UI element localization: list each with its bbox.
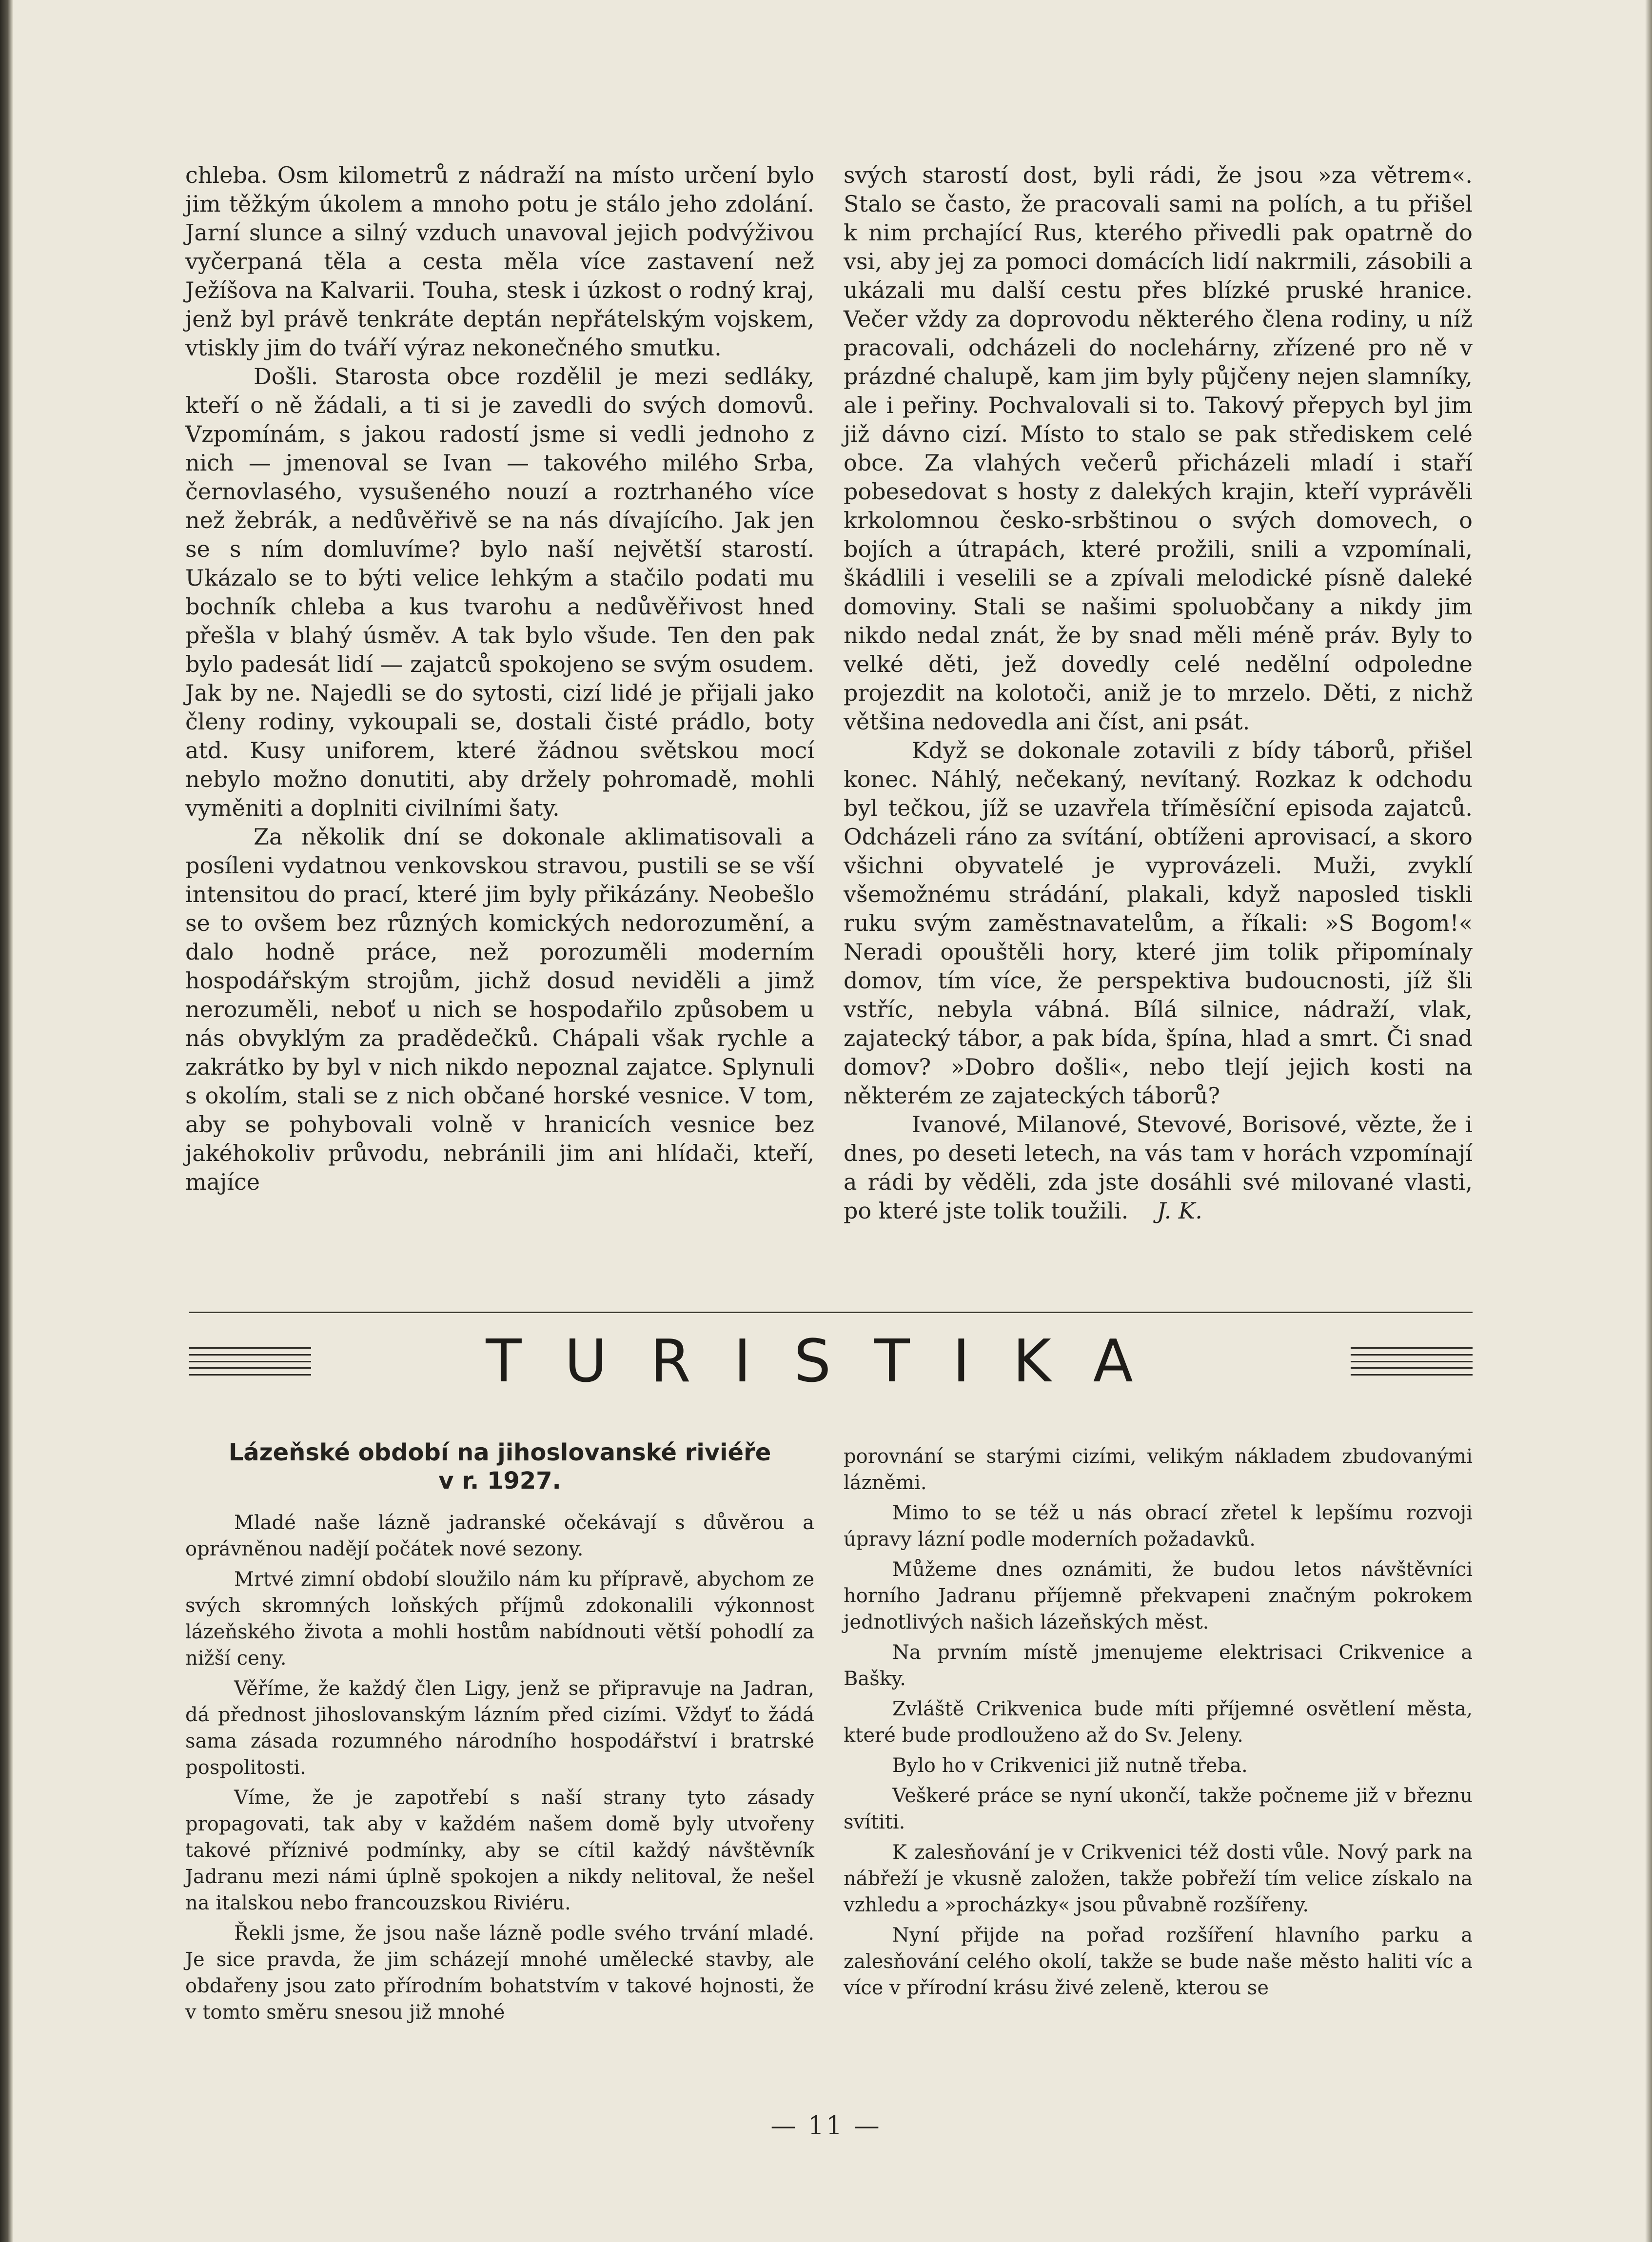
author-signature: J. K. (1157, 1198, 1202, 1224)
story-paragraph: chleba. Osm kilometrů z nádraží na místo určení bylo jim těžkým úkolem a mnoho potu je stálo jeho zdolání. Jarní slunce a silný vzduch unavoval jejich podvýživou vyčerpaná těla a cesta měla více zastavení než Ježíšova na Kalvarii. Touha, stesk i úzkost o rodný kraj, jenž byl právě tenkráte deptán nepřátelským vojskem, vtiskly jim do tváří výraz nekonečného smutku. (185, 162, 814, 361)
story-paragraph: svých starostí dost, byli rádi, že jsou »za větrem«. Stalo se často, že pracovali sami na polích, a tu přišel k nim prchající Rus, kterého přivedli pak opatrně do vsi, aby jej za pomoci domácích lidí nakrmili, zásobili a ukázali mu další cestu přes blízké pruské hranice. Večer vždy za doprovodu některého člena rodiny, u níž pracovali, odcházeli do noclehárny, zřízené pro ně v prázdné chalupě, kam jim byly půjčeny nejen slamníky, ale i peřiny. Pochvalovali si to. Takový přepych byl jim již dávno cizí. Místo to stalo se pak střediskem celé obce. Za vlahých večerů přicházeli mladí i staří pobesedovat s hosty z dalekých krajin, kteří vyprávěli krkolomnou česko-srbštinou o svých domovech, o bojích a útrapách, které prožili, snili a vzpomínali, škádlili i veselili se a zpívali melodické písně daleké domoviny. Stali se našimi spoluobčany a nikdy jim nikdo nedal znát, že by snad měli méně práv. Byly to velké děti, jež dovedly celé nedělní odpoledne projezdit na kolotoči, aniž je to mrzelo. Děti, z nichž většina nedovedla ani číst, ani psát. (844, 162, 1473, 735)
story-paragraph-final-text: Ivanové, Milanové, Stevové, Borisové, vězte, že i dnes, po deseti letech, na vás tam v horách vzpomínají a rádi by věděli, zda jste dosáhli své milované vlasti, po které jste tolik toužili. (844, 1111, 1473, 1224)
decorative-rule-right (1351, 1347, 1473, 1376)
article-paragraph: porovnání se starými cizími, velikým nákladem zbudovanými lázněmi. (844, 1445, 1473, 1494)
article-paragraph: Na prvním místě jmenujeme elektrisaci Crikvenice a Bašky. (844, 1641, 1473, 1690)
story-column-right (844, 161, 1473, 1225)
article-title-line1: Lázeňské období na jihoslovanské riviéře (228, 1439, 771, 1466)
article-column-left (185, 1438, 814, 2029)
scan-right-edge (1645, 0, 1652, 2242)
article-paragraph: Mladé naše lázně jadranské očekávají s důvěrou a oprávněnou nadějí počátek nové sezony. (185, 1512, 814, 1560)
story-paragraph: Došli. Starosta obce rozdělil je mezi sedláky, kteří o ně žádali, a ti si je zavedli do svých domovů. Vzpomínám, s jakou radostí jsme si vedli jednoho z nich — jmenoval se Ivan — takového milého Srba, černovlasého, vysušeného nouzí a roztrhaného více než žebrák, a nedůvěřivě se na nás dívajícího. Jak jen se s ním domluvíme? bylo naší největší starostí. Ukázalo se to býti velice lehkým a stačilo podati mu bochník chleba a kus tvarohu a nedůvěřivost hned přešla v blahý úsměv. A tak bylo všude. Ten den pak bylo padesát lidí — zajatců spokojeno se svým osudem. Jak by ne. Najedli se do sytosti, cizí lidé je přijali jako členy rodiny, vykoupali se, dostali čisté prádlo, boty atd. Kusy uniforem, které žádnou světskou mocí nebylo možno donutiti, aby držely pohromadě, mohli vyměniti a doplniti civilními šaty. (185, 363, 814, 821)
article-paragraph: Zvláště Crikvenica bude míti příjemné osvětlení města, které bude prodlouženo až do Sv. Jeleny. (844, 1698, 1473, 1747)
page-number: — 11 — (770, 2111, 882, 2141)
article-paragraph: Bylo ho v Crikvenici již nutně třeba. (892, 1754, 1248, 1777)
article-column-right (844, 1443, 1473, 2005)
article-title-line2: v r. 1927. (438, 1467, 561, 1495)
story-paragraph: Když se dokonale zotavili z bídy táborů, přišel konec. Náhlý, nečekaný, nevítaný. Rozkaz k odchodu byl tečkou, jíž se uzavřela tříměsíční episoda zajatců. Odcházeli ráno za svítání, obtíženi aprovisací, a skoro všichni obyvatelé je vyprovázeli. Muži, zvyklí všemožnému strádání, plakali, když naposled tiskli ruku svým zaměstnavatelům, a říkali: »S Bogom!« Neradi opouštěli hory, které jim tolik připomínaly domov, tím více, že perspektiva budoucnosti, jíž šli vstříc, nebyla vábná. Bílá silnice, nádraží, vlak, zajatecký tábor, a pak bída, špína, hlad a smrt. Či snad domov? »Dobro došli«, nebo tlejí jejich kosti na některém ze zajateckých táborů? (844, 737, 1473, 1109)
article-paragraph: Veškeré práce se nyní ukončí, takže počneme již v březnu svítiti. (844, 1785, 1473, 1833)
story-column-left (185, 161, 814, 1197)
article-paragraph: Věříme, že každý člen Ligy, jenž se připravuje na Jadran, dá přednost jihoslovanským lázním před cizími. Vždyť to žádá sama zásada rozumného národního hospodářství i bratrské pospolitosti. (185, 1677, 814, 1779)
article-paragraph: Mimo to se též u nás obrací zřetel k lepšímu rozvoji úpravy lázní podle moderních požadavků. (844, 1502, 1473, 1551)
article-title (185, 1438, 814, 1495)
article-paragraph: Řekli jsme, že jsou naše lázně podle svého trvání mladé. Je sice pravda, že jim scházejí mnohé umělecké stavby, ale obdařeny jsou zato přírodním bohatstvím v takové hojnosti, že v tomto směru snesou již mnohé (185, 1922, 814, 2024)
article-paragraph: Můžeme dnes oznámiti, že budou letos návštěvníci horního Jadranu příjemně překvapeni značným pokrokem jednotlivých našich lázeňských měst. (844, 1558, 1473, 1633)
decorative-rule-left (189, 1347, 311, 1376)
story-paragraph-final (844, 1110, 1473, 1225)
article-paragraph: K zalesňování je v Crikvenici též dosti vůle. Nový park na nábřeží je vkusně založen, takže pobřeží tím velice získalo na vzhledu a »procházky« jsou půvabně rozšířeny. (844, 1841, 1473, 1916)
article-paragraph: Mrtvé zimní období sloužilo nám ku přípravě, abychom ze svých skromných loňských příjmů zdokonalili výkonnost lázeňského života a mohli hostům nabídnouti větší pohodlí za nižší ceny. (185, 1568, 814, 1670)
article-paragraph: Nyní přijde na pořad rozšíření hlavního parku a zalesňování celého okolí, takže se bude naše město haliti víc a více v přírodní krásu živé zeleně, kterou se (844, 1924, 1473, 1999)
section-title: TURISTIKA (486, 1328, 1176, 1396)
story-paragraph: Za několik dní se dokonale aklimatisovali a posíleni vydatnou venkovskou stravou, pustili se se vší intensitou do prací, které jim byly přikázány. Neobešlo se to ovšem bez různých komických nedorozumění, a dalo hodně práce, než porozuměli moderním hospodářským strojům, jichž dosud neviděli a jimž nerozuměli, neboť u nich se hospodařilo způsobem u nás obvyklým za pradědečků. Chápali však rychle a zakrátko by byl v nich nikdo nepoznal zajatce. Splynuli s okolím, stali se z nich občané horské vesnice. V tom, aby se pohybovali volně v hranicích vesnice bez jakéhokoliv průvodu, nebránili jim ani hlídači, kteří, majíce (185, 824, 814, 1195)
section-heading-band (189, 1312, 1473, 1411)
scan-binding-edge (0, 0, 13, 2242)
article-paragraph: Víme, že je zapotřebí s naší strany tyto zásady propagovati, tak aby v každém našem domě byly utvořeny takové příznivé podmínky, aby se cítil každý návštěvník Jadranu mezi námi úplně spokojen a nikdy nelitoval, že nešel na italskou nebo francouzskou Riviéru. (185, 1787, 814, 1914)
